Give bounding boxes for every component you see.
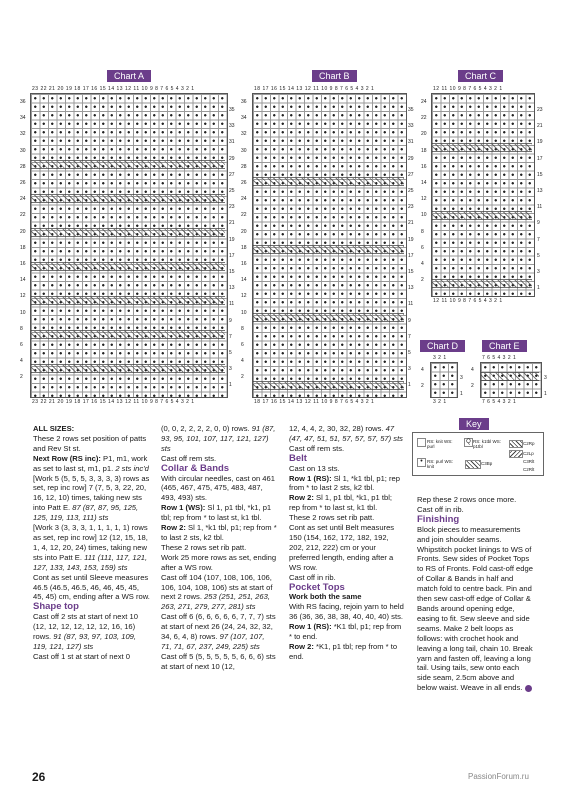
chart-c-grid [431, 93, 535, 297]
paragraph: Cast off 104 (107, 108, 106, 106, 106, 104, 108, 106) sts at start of next 2 rows. 253 (251, 251, 263, 263, 271, 279, 277, 281) sts [161, 572, 273, 612]
chart-c-bottom-numbers: 12 11 10 9 8 7 6 5 4 3 2 1 [433, 298, 503, 304]
paragraph: Cast off in rib. [289, 572, 336, 582]
paragraph: (0, 0, 2, 2, 2, 2, 0, 0) rows. 91 (87, 93, 95, 101, 107, 117, 121, 127) sts [161, 424, 276, 453]
chart-e-cable [481, 372, 539, 381]
paragraph: Next Row (RS inc): P1, m1, work as set to last st, m1, p1. 2 sts inc'd [33, 453, 149, 473]
chart-a-top-numbers: 23 22 21 20 19 18 17 16 15 14 13 12 11 10 9 8 7 6 5 4 3 2 1 [32, 86, 195, 92]
chart-c-left-rows: 24 22 20 18 16 14 12 10 8 6 4 2 [421, 99, 427, 284]
paragraph: These 2 rows set rib patt. [161, 542, 247, 552]
paragraph: These 2 rows set position of patts and Rev St st. [33, 433, 147, 453]
paragraph: [Work 5 (5, 5, 5, 3, 3, 3, 3) rows as set, rep inc row] 7 (7, 5, 3, 22, 20, 16, 12, 10) times, taking new sts into Patt E. 87 (87, 87, 95, 125, 125, 119, 113, 111) sts [33, 473, 150, 523]
text-column-2 [161, 424, 277, 672]
chart-a-cable [31, 330, 225, 339]
site-watermark: PassionForum.ru [468, 772, 529, 781]
chart-e-right-rows: 3 1 [544, 375, 547, 398]
chart-d-left-rows: 4 2 [421, 367, 424, 390]
chart-b-cable [253, 381, 404, 390]
paragraph: Rep these 2 rows once more. [417, 495, 517, 504]
paragraph: [Work 3 (3, 3, 3, 1, 1, 1, 1, 1) rows as set, rep inc row] 12 (12, 15, 18, 1, 4, 12, 20, 24) times, taking new sts into Patt E. 111 (111, 117, 121, 127, 133, 143, 153, 159) sts [33, 523, 148, 572]
chart-c-label: Chart C [458, 70, 503, 82]
text-column-4 [417, 495, 535, 693]
page-number: 26 [32, 770, 46, 784]
cable-symbol-icon [509, 450, 523, 458]
end-mark-icon [525, 685, 532, 692]
paragraph: 12, 4, 4, 2, 30, 32, 28) rows. 47 (47, 47, 51, 51, 57, 57, 57, 57) sts [289, 424, 403, 443]
paragraph: These 2 rows set rib patt. [289, 513, 375, 523]
chart-d-top-numbers: 3 2 1 [433, 355, 447, 361]
key-item-c2lp: C2Lp [523, 451, 534, 456]
paragraph: Row 2: Sl 1, p1 tbl, *k1, p1 tbl; rep from * to last st, k1 tbl. [289, 493, 392, 513]
chart-a-bottom-numbers: 23 22 21 20 19 18 17 16 15 14 13 12 11 10 9 8 7 6 5 4 3 2 1 [32, 399, 195, 405]
paragraph: Row 1 (WS): Sl 1, p1 tbl, *k1, p1 tbl; rep from * to last st, k1 tbl. [161, 503, 272, 523]
knit-symbol-icon [417, 438, 426, 447]
tbl-symbol-icon: Q [464, 438, 473, 447]
chart-c-cable [432, 211, 532, 220]
paragraph: Work 25 more rows as set, ending after a WS row. [161, 552, 277, 572]
key-box [412, 432, 544, 476]
chart-b-cable [253, 177, 404, 186]
paragraph: With RS facing, rejoin yarn to held 36 (36, 36, 38, 38, 40, 40, 40) sts. [289, 602, 404, 622]
chart-b-cable [253, 245, 404, 254]
cable-symbol-icon [465, 460, 481, 469]
chart-a-cable [31, 262, 225, 271]
paragraph: With circular needles, cast on 461 (465, 467, 475, 475, 483, 487, 493, 493) sts. [161, 473, 275, 503]
key-label: Key [459, 418, 489, 430]
chart-a-grid [30, 93, 228, 398]
chart-b-cable [253, 313, 404, 322]
paragraph: Cast off 5 (5, 5, 5, 5, 5, 6, 6, 6) sts at start of next 10 (12, [161, 651, 276, 671]
paragraph: Cast off rem sts. [161, 453, 217, 463]
key-item-knit: RS: knit WS: purl [427, 439, 453, 449]
paragraph: Cast on 13 sts. [289, 463, 340, 473]
chart-e-label: Chart E [482, 340, 527, 352]
all-sizes-heading: ALL SIZES: [33, 424, 75, 433]
chart-b-right-rows: 35 33 31 29 27 25 23 21 19 17 15 13 11 9 7 5 3 1 [408, 107, 414, 389]
chart-b-label: Chart B [312, 70, 357, 82]
key-item-purl: RS: purl WS: knit [427, 459, 454, 469]
key-item-c3rlt: C3Rlt [523, 459, 535, 464]
pocket-subheading: Work both the same [289, 592, 362, 602]
chart-c-top-numbers: 12 11 10 9 8 7 6 5 4 3 2 1 [433, 86, 503, 92]
paragraph: Cast off in rib. [417, 504, 464, 514]
chart-c-cable [432, 279, 532, 288]
chart-e-left-rows: 4 2 [471, 367, 474, 390]
collar-bands-heading: Collar & Bands [161, 462, 230, 474]
key-item-k1tbl: RS: k1tbl WS: p1tbl [473, 439, 502, 449]
shape-top-heading: Shape top [33, 601, 79, 613]
belt-heading: Belt [289, 452, 307, 464]
paragraph: Cast off 6 (6, 6, 6, 6, 6, 7, 7, 7) sts at start of next 26 (24, 24, 32, 32, 34, 6, 4, 8) rows. 97 (107, 107, 71, 71, 67, 237, 249, 225) sts [161, 612, 276, 651]
paragraph: Row 2: Sl 1, *k1 tbl, p1; rep from * to last 2 sts, k2 tbl. [161, 523, 277, 542]
chart-d-label: Chart D [420, 340, 465, 352]
chart-e-top-numbers: 7 6 5 4 3 2 1 [482, 355, 517, 361]
chart-e-bottom-numbers: 7 6 5 4 3 2 1 [482, 399, 517, 405]
chart-c-right-rows: 23 21 19 17 15 13 11 9 7 5 3 1 [537, 107, 543, 292]
chart-a-cable [31, 228, 225, 237]
key-item-c2rlt: C2Rlt [523, 467, 535, 472]
paragraph: Cont as set until Belt measures 150 (154, 162, 172, 182, 192, 202, 212, 222) cm or your preferred length, ending after a WS row. [289, 523, 395, 572]
chart-c-cable [432, 143, 532, 152]
finishing-heading: Finishing [417, 513, 460, 525]
chart-d-bottom-numbers: 3 2 1 [433, 399, 447, 405]
key-item-c2rp: C2Rp [523, 441, 535, 446]
chart-a-cable [31, 296, 225, 305]
pocket-tops-heading: Pocket Tops [289, 581, 345, 593]
chart-a-cable [31, 160, 225, 169]
chart-a-right-rows: 35 33 31 29 27 25 23 21 19 17 15 13 11 9 7 5 3 1 [229, 107, 235, 389]
paragraph: Row 1 (RS): Sl 1, *k1 tbl, p1; rep from * to last 2 sts, k2 tbl. [289, 473, 400, 493]
text-column-1 [33, 424, 151, 662]
paragraph: Cast off 1 st at start of next 0 [33, 651, 130, 661]
paragraph: Cast off 2 sts at start of next 10 (12, 12, 12, 12, 12, 12, 16, 16) rows. 91 (87, 93, 97, 103, 109, 119, 121, 127) sts [33, 612, 138, 651]
chart-d-right-rows: 3 1 [460, 375, 463, 398]
paragraph: Row 1 (RS): *K1 tbl, p1; rep from * to end. [289, 622, 402, 642]
chart-b-top-numbers: 18 17 16 15 14 13 12 11 10 9 8 7 6 5 4 3 2 1 [254, 86, 375, 92]
key-item-c3bp: C3Bp [481, 461, 493, 466]
chart-a-label: Chart A [107, 70, 151, 82]
chart-d-grid [430, 362, 458, 398]
paragraph: Block pieces to measurements and join shoulder seams. Whipstitch pocket linings to WS of Fronts. Sew sides of Pocket Tops to RS of Fronts. Fold cast-off edge of Collar & Bands in half and match fold to centre back. Pin and then sew cast-off edge of Collar & Bands around opening edge, easing to fit. Sew sleeve and side seams. Make 2 belt loops as follows: with crochet hook and leaving a long tail, chain 10. Break yarn and fasten off, leaving a long tail. Using tails, sew onto each side seam, 2.5cm above and below waist. Weave in all ends. [417, 524, 533, 693]
chart-a-cable [31, 194, 225, 203]
paragraph: Cast off rem sts. [289, 443, 345, 453]
chart-b-left-rows: 36 34 32 30 28 26 24 22 20 18 16 14 12 10 8 6 4 2 [241, 99, 247, 381]
chart-a-left-rows: 36 34 32 30 28 26 24 22 20 18 16 14 12 10 8 6 4 2 [20, 99, 26, 381]
chart-a-cable [31, 364, 225, 373]
chart-b-bottom-numbers: 18 17 16 15 14 13 12 11 10 9 8 7 6 5 4 3 2 1 [254, 399, 375, 405]
paragraph: Cont as set until Sleeve measures 46.5 (46.5, 46.5, 46, 46, 45, 45, 45, 45) cm, ending after a WS row. [33, 572, 150, 602]
text-column-3 [289, 424, 404, 662]
paragraph: Row 2: *K1, p1 tbl; rep from * to end. [289, 641, 398, 661]
cable-symbol-icon [509, 440, 523, 448]
purl-symbol-icon: • [417, 458, 426, 467]
